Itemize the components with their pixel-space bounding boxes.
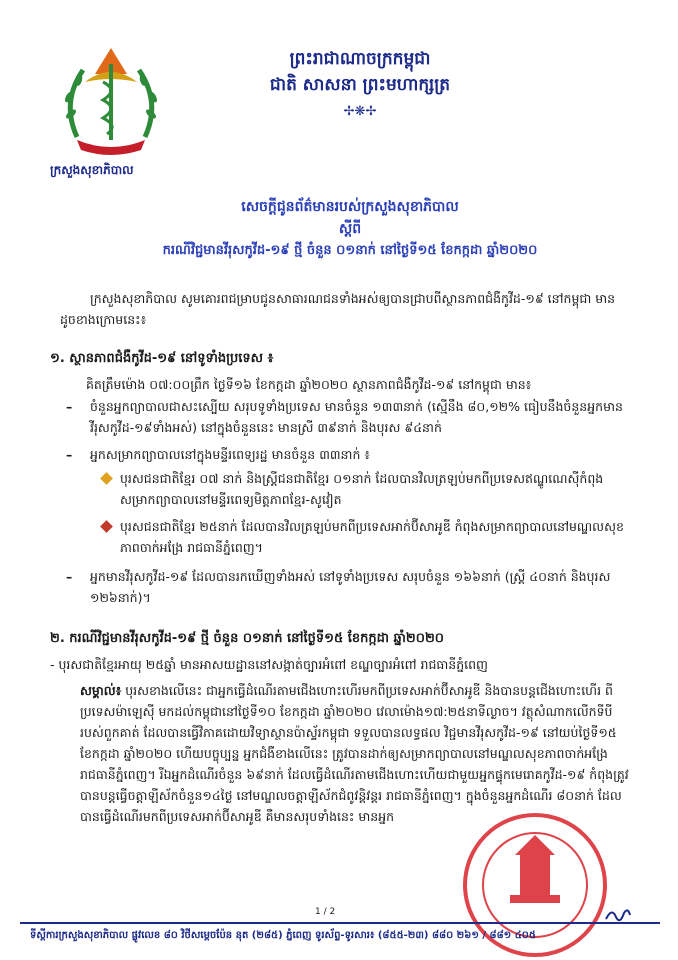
section-2-heading: ២. ករណីវិជ្ជមានវីរុសកូវីដ-១៩ ថ្មី ចំនួន ០១នាក់ នៅថ្ងៃទី១៥ ខែកក្កដា ឆ្នាំ២០២០ xyxy=(50,631,444,646)
page-number: 1 / 2 xyxy=(315,907,336,917)
note-text: បុរសខាងលើនេះ ជាអ្នកធ្វើដំណើរតាមជើងហោះហើរមកពីប្រទេសអាក់ប៊ីសាអូឌី និងបានបន្តជើងហោះហើរ ពីប្រទេសម៉ាឡេស៊ី មកដល់កម្ពុជានៅថ្ងៃទី១០ ខែកក្កដា ឆ្នាំ២០២០ វេលាម៉ោង១៧:២៥នាទីល្ងាច។ វត្ថុសំណាកលើកទីបីរបស់ពួកគាត់ ដែលបានធ្វើវិភាគដោយវិទ្យាស្ថានប៉ាស្ទ័រកម្ពុជា ទទួលបានលទ្ធផល វិជ្ជមានវីរុសកូវីដ-១៩ នៅយប់ថ្ងៃទី១៥ ខែកក្កដា ឆ្នាំ២០២០ ហើយបច្ចុប្បន្ន អ្នកជំងឺខាងលើនេះ ត្រូវបានដាក់ឲ្យសម្រាកព្យាបាលនៅមណ្ឌលសុខភាពចាក់អង្រែ រាជធានីភ្នំពេញ។ រីឯអ្នកដំណើរចំនួន ៦៩នាក់ ដែលធ្វើដំណើរតាមជើងហោះហើយជាមួយអ្នកផ្ទុកមេរោគកូវីដ-១៩ កំពុងត្រូវបានបន្តធ្វើចត្តាឡីស័កចំនួន១៤ថ្ងៃ នៅមណ្ឌលចត្តាឡីស័កជំពូវន្ដិវន្តរ រាជធានីភ្នំពេញ។ ក្នុងចំនួនអ្នកដំណើរ ៨០នាក់ ដែលបានធ្វើដំណើរមកពីប្រទេសអាក់ប៊ីសាអូឌី គឺមានសរុបទាំងនេះ មានអ្នក xyxy=(80,683,629,824)
ribbon-icon xyxy=(77,140,145,155)
section-1-item-recovered xyxy=(66,396,632,438)
footer-address: ទីស្ដីការក្រសួងសុខាភិបាល ផ្លូវលេខ ៨០ វិថីសម្ដេចប៉ែន នុត (២៨៥) ភ្នំពេញ ទូរស័ព្ទ-ទូរសារ៖ (៨៥៥-២៣) ៨៨០ ២៦១ / ៨៨១ ៤០៥ xyxy=(30,930,536,941)
kingdom-header xyxy=(200,46,520,98)
total-cases-text: អ្នកមានវីរុសកូវីដ-១៩ ដែលបានរកឃើញទាំងអស់ នៅទូទាំងប្រទេស សរុបចំនួន ១៦៦នាក់ (ស្ត្រី ៤០នាក់ និងបុរស ១២៦នាក់)។ xyxy=(90,569,611,605)
ornament-icon: ✢❋✢ xyxy=(343,104,377,119)
section-2-case-line: - បុរសជាតិខ្មែរអាយុ ២៥ឆ្នាំ មានអាសយដ្ឋាននៅសង្កាត់ច្បារអំពៅ ខណ្ឌច្បារអំពៅ រាជធានីភ្នំពេញ xyxy=(50,657,488,672)
sub-item-1 xyxy=(104,468,634,510)
recovered-text: ចំនួនអ្នកព្យាបាលជាសះស្បើយ សរុបទូទាំងប្រទេស មានចំនួន ១៣៣នាក់ (ស្មើនឹង ៨០,១២% ធៀបនឹងចំនួនអ្នកមានវីរុសកូវីដ-១៩ទាំងអស់) នៅក្នុងចំនួននេះ មានស្រី ៣៩នាក់ និងបុរស ៩៤នាក់ xyxy=(90,399,623,435)
section-1-item-total xyxy=(66,566,632,608)
kingdom-line-1: ព្រះរាជាណាចក្រកម្ពុជា xyxy=(289,49,431,69)
ministry-name: ក្រសួងសុខាភិបាល xyxy=(50,163,134,177)
kingdom-line-2: ជាតិ សាសនា ព្រះមហាក្សត្រ xyxy=(269,75,451,95)
title-line-2: ស្ដីពី xyxy=(338,221,362,237)
section-1-item-hospitalized xyxy=(66,444,632,465)
note-label: សម្គាល់៖ xyxy=(80,683,122,698)
document-title xyxy=(100,196,600,262)
dash-icon: – xyxy=(66,447,73,462)
dash-icon: – xyxy=(66,399,73,414)
hospitalized-text: អ្នកសម្រាកព្យាបាលនៅក្នុងមន្ទីរពេទ្យរដ្ឋ មានចំនួន ៣៣នាក់ ៖ xyxy=(90,447,370,462)
ministry-logo xyxy=(55,42,167,160)
section-2-note xyxy=(80,680,632,827)
dash-icon: – xyxy=(66,569,73,584)
sub-item-1-text: បុរសជនជាតិខ្មែរ ០៧ នាក់ និងស្ត្រីជនជាតិខ្មែរ ០១នាក់ ដែលបានវិលត្រឡប់មកពីប្រទេសឥណ្ឌូណេស៊ីកំពុងសម្រាកព្យាបាលនៅមន្ទីរពេទ្យមិត្តភាពខ្មែរ-សូវៀត xyxy=(120,471,604,507)
section-1-lead: គិតត្រឹមម៉ោង ០៧:០០ព្រឹក ថ្ងៃទី១៦ ខែកក្កដា ឆ្នាំ២០២០ ស្ថានភាពជំងឺកូវីដ-១៩ នៅកម្ពុជា មាន៖ xyxy=(86,377,532,392)
title-line-3: ករណីវិជ្ជមានវីរុសកូវីដ-១៩ ថ្មី ចំនួន ០១នាក់ នៅថ្ងៃទី១៥ ខែកក្កដា ឆ្នាំ២០២០ xyxy=(162,243,538,258)
sub-item-2 xyxy=(104,516,634,558)
intro-paragraph: ក្រសួងសុខាភិបាល សូមគោរពជម្រាបជូនសាធារណជនទាំងអស់ឲ្យបានជ្រាបពីស្ថានភាពជំងឺកូវីដ-១៩ នៅកម្ពុជា មានដូចខាងក្រោមនេះ៖ xyxy=(60,291,616,327)
title-line-1: សេចក្ដីជូនព័ត៌មានរបស់ក្រសួងសុខាភិបាល xyxy=(241,199,459,215)
sub-item-2-text: បុរសជនជាតិខ្មែរ ២៥នាក់ ដែលបានវិលត្រឡប់មកពីប្រទេសអាក់ប៊ីសាអូឌី កំពុងសម្រាកព្យាបាលនៅមណ្ឌលសុខភាពចាក់អង្រែ រាជធានីភ្នំពេញ។ xyxy=(120,519,624,555)
footer-divider xyxy=(20,922,660,924)
section-1-heading: ១. ស្ថានភាពជំងឺកូវីដ-១៩ នៅទូទាំងប្រទេស ៖ xyxy=(50,351,274,366)
